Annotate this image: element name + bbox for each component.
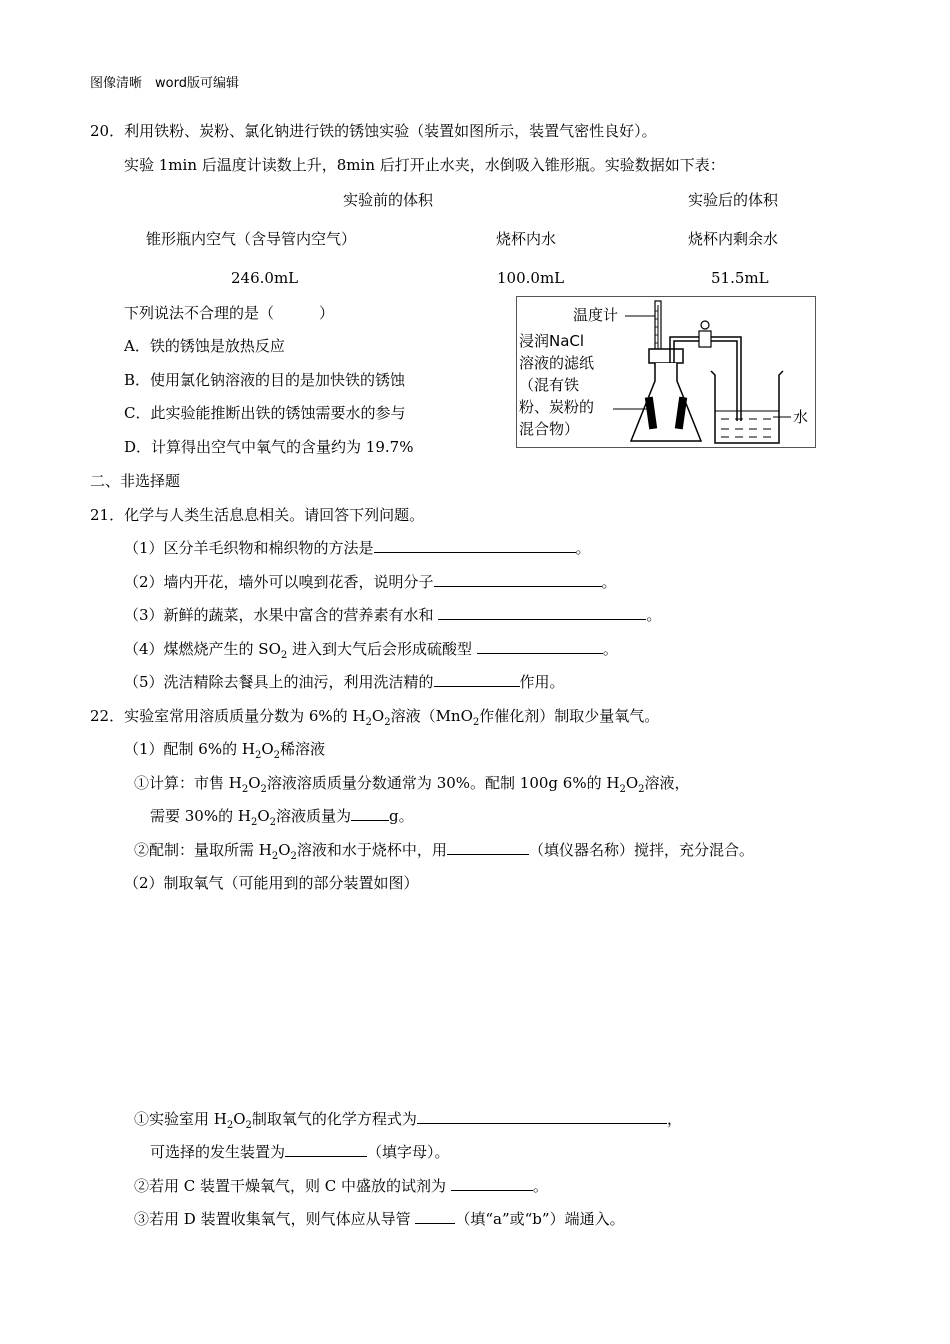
q21-part5-end: 作用。 xyxy=(519,673,565,691)
subscript: 2 xyxy=(241,784,249,795)
subscript: 2 xyxy=(269,817,277,828)
table-val-air: 246.0mL xyxy=(231,269,299,287)
subscript: 2 xyxy=(280,650,288,661)
subscript: 2 xyxy=(273,750,281,761)
label-paper-line3: （混有铁 xyxy=(519,376,580,394)
q22-calc-b: O xyxy=(248,774,261,792)
q22-calc-c: 溶液溶质质量分数通常为 30%。配制 100g 6%的 H xyxy=(266,774,620,792)
q22-sub1-e: 可选择的发生装置为 xyxy=(150,1143,286,1161)
section-title: 二、非选择题 xyxy=(90,472,181,490)
q22-calc-g: O xyxy=(257,807,270,825)
q22-stem xyxy=(90,706,659,726)
q22-part1-b: O xyxy=(261,740,274,758)
q22-prep-b: O xyxy=(278,841,291,859)
q21-part1 xyxy=(124,538,591,558)
subscript: 2 xyxy=(365,717,372,728)
answer-blank[interactable] xyxy=(415,1209,455,1224)
answer-blank[interactable] xyxy=(351,806,389,821)
q21-part4 xyxy=(124,639,618,659)
q21-part2-text: （2）墙内开花，墙外可以嗅到花香，说明分子 xyxy=(124,573,434,591)
q20-ask: 下列说法不合理的是（ ） xyxy=(124,304,335,322)
q22-calc-e: 溶液， xyxy=(644,774,690,792)
label-paper-line5: 混合物） xyxy=(519,420,580,438)
q21-part5 xyxy=(124,672,565,692)
subscript: 2 xyxy=(245,1120,252,1131)
answer-blank[interactable] xyxy=(434,672,520,687)
subscript: 2 xyxy=(226,1120,234,1131)
answer-blank[interactable] xyxy=(438,605,646,620)
label-paper-line4: 粉、炭粉的 xyxy=(519,398,595,416)
q20-option-d: D．计算得出空气中氧气的含量约为 19.7% xyxy=(124,438,414,456)
q21-part4-end: 。 xyxy=(602,640,618,658)
q20-option-b: B．使用氯化钠溶液的目的是加快铁的锈蚀 xyxy=(124,371,406,389)
q22-part2: （2）制取氧气（可能用到的部分装置如图） xyxy=(124,874,419,892)
table-head-after: 实验后的体积 xyxy=(688,191,779,209)
table-head-before: 实验前的体积 xyxy=(343,191,434,209)
apparatus-figure xyxy=(516,296,816,448)
answer-blank[interactable] xyxy=(477,639,603,654)
answer-blank[interactable] xyxy=(374,538,576,553)
table-val-water: 100.0mL xyxy=(497,269,565,287)
q22-prep-a: ②配制：量取所需 H xyxy=(134,841,272,859)
q22-calc-d: O xyxy=(625,774,639,792)
q21-part3 xyxy=(124,605,661,625)
answer-blank[interactable] xyxy=(451,1176,533,1191)
q22-prep-d: （填仪器名称）搅拌，充分混合。 xyxy=(528,841,754,859)
q22-stem-d: 作催化剂）制取少量氧气。 xyxy=(479,707,660,725)
subscript: 2 xyxy=(638,784,645,795)
label-paper-line1: 浸润NaCl xyxy=(519,332,585,350)
table-col-remaining: 烧杯内剩余水 xyxy=(688,230,779,248)
q22-part1-a: （1）配制 6%的 H xyxy=(124,740,255,758)
q22-calc-line2 xyxy=(150,806,414,826)
subscript: 2 xyxy=(384,717,391,728)
q20-line2: 实验 1min 后温度计读数上升，8min 后打开止水夹，水倒吸入锥形瓶。实验数据如下表： xyxy=(124,156,725,174)
q22-stem-a: 22．实验室常用溶质质量分数为 6%的 H xyxy=(90,707,366,725)
subscript: 2 xyxy=(271,851,279,862)
q21-part5-text: （5）洗洁精除去餐具上的油污，利用洗洁精的 xyxy=(124,673,434,691)
q22-part1 xyxy=(124,739,325,759)
q20-stem: 20．利用铁粉、炭粉、氯化钠进行铁的锈蚀实验（装置如图所示，装置气密性良好）。 xyxy=(90,122,657,140)
q22-stem-c: 溶液（MnO xyxy=(390,707,473,725)
q22-sub1-a: ①实验室用 H xyxy=(134,1110,227,1128)
q21-part1-end: 。 xyxy=(575,539,591,557)
subscript: 2 xyxy=(260,784,267,795)
q22-sub1 xyxy=(134,1109,682,1129)
q21-stem: 21．化学与人类生活息息相关。请回答下列问题。 xyxy=(90,506,425,524)
q22-calc-a: ①计算：市售 H xyxy=(134,774,242,792)
q22-prep-c: 溶液和水于烧杯中，用 xyxy=(296,841,447,859)
label-paper-line2: 溶液的滤纸 xyxy=(519,354,595,372)
q22-stem-b: O xyxy=(371,707,385,725)
q22-sub3-b: （填“a”或“b”）端通入。 xyxy=(455,1210,625,1228)
q21-part4-text2: 进入到大气后会形成硫酸型 xyxy=(287,640,473,658)
q22-sub2-a: ②若用 C 装置干燥氧气，则 C 中盛放的试剂为 xyxy=(134,1177,447,1195)
table-val-remaining: 51.5mL xyxy=(711,269,769,287)
label-water: 水 xyxy=(793,408,809,426)
answer-blank[interactable] xyxy=(285,1142,367,1157)
q22-sub1-c: 制取氧气的化学方程式为 xyxy=(251,1110,417,1128)
q22-sub1-d: ， xyxy=(666,1110,682,1128)
q20-option-a: A．铁的锈蚀是放热反应 xyxy=(124,337,285,355)
q22-prep xyxy=(134,840,754,860)
label-thermometer: 温度计 xyxy=(573,306,619,324)
q22-sub1-line2 xyxy=(150,1142,450,1162)
table-col-air: 锥形瓶内空气（含导管内空气） xyxy=(146,230,357,248)
subscript: 2 xyxy=(254,750,262,761)
q22-sub1-f: （填字母）。 xyxy=(367,1143,450,1161)
q22-calc-i: g。 xyxy=(389,807,414,825)
q22-sub3-a: ③若用 D 装置收集氧气，则气体应从导管 xyxy=(134,1210,411,1228)
q22-sub3 xyxy=(134,1209,625,1229)
table-col-water: 烧杯内水 xyxy=(496,230,557,248)
q20-option-c: C．此实验能推断出铁的锈蚀需要水的参与 xyxy=(124,404,406,422)
q22-sub2 xyxy=(134,1176,548,1196)
q21-part2-end: 。 xyxy=(601,573,617,591)
q22-calc-h: 溶液质量为 xyxy=(276,807,352,825)
q21-part2 xyxy=(124,572,617,592)
q21-part3-end: 。 xyxy=(646,606,662,624)
q22-sub2-b: 。 xyxy=(532,1177,548,1195)
answer-blank[interactable] xyxy=(434,572,602,587)
subscript: 2 xyxy=(619,784,626,795)
q21-part4-text: （4）煤燃烧产生的 SO xyxy=(124,640,281,658)
answer-blank[interactable] xyxy=(447,840,529,855)
q21-part1-text: （1）区分羊毛织物和棉织物的方法是 xyxy=(124,539,374,557)
q22-sub1-b: O xyxy=(233,1110,246,1128)
q21-part3-text: （3）新鲜的蔬菜，水果中富含的营养素有水和 xyxy=(124,606,434,624)
q22-calc xyxy=(134,773,690,793)
subscript: 2 xyxy=(290,851,297,862)
q22-calc-f: 需要 30%的 H xyxy=(150,807,251,825)
answer-blank[interactable] xyxy=(417,1109,667,1124)
header-note: 图像清晰 word版可编辑 xyxy=(90,76,239,91)
subscript: 2 xyxy=(250,817,258,828)
q22-part1-c: 稀溶液 xyxy=(280,740,326,758)
subscript: 2 xyxy=(472,717,480,728)
